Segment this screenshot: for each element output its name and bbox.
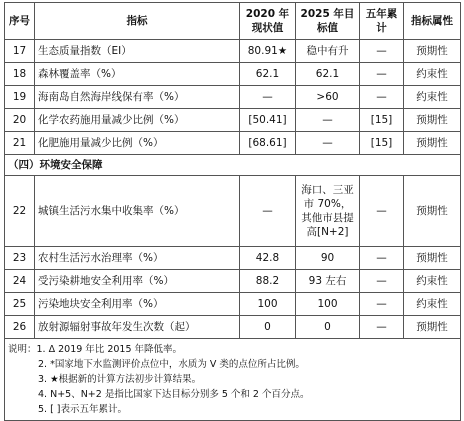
row-2025: >60 [296,86,360,109]
row-attr: 预期性 [404,247,461,270]
table-row [5,293,461,316]
row-name: 污染地块安全利用率（%） [35,293,240,316]
note-line: 2. *国家地下水监测评价点位中，水质为 V 类的点位所占比例。 [38,359,305,370]
row-cum: — [360,316,404,339]
row-no: 17 [5,40,35,63]
row-2020: 42.8 [240,247,296,270]
row-cum: — [360,176,404,247]
row-no: 25 [5,293,35,316]
row-2020: 0 [240,316,296,339]
row-attr: 约束性 [404,86,461,109]
row-cum: — [360,270,404,293]
row-2025: 稳中有升 [296,40,360,63]
section-row [5,155,461,176]
header-row [5,3,461,40]
row-cum: — [360,63,404,86]
row-name: 化学农药施用量减少比例（%） [35,109,240,132]
row-no: 23 [5,247,35,270]
row-2020: 62.1 [240,63,296,86]
row-no: 22 [5,176,35,247]
note-line: 4. N+5、N+2 是指比国家下达目标分别多 5 个和 2 个百分点。 [38,389,310,400]
table-row [5,109,461,132]
table-row [5,40,461,63]
row-name: 农村生活污水治理率（%） [35,247,240,270]
table-row [5,176,461,247]
header-2020: 2020 年现状值 [240,3,296,40]
row-2025: 62.1 [296,63,360,86]
row-attr: 约束性 [404,63,461,86]
header-indicator: 指标 [35,3,240,40]
note-line: 说明：1. Δ 2019 年比 2015 年降低率。 [8,344,183,355]
note-line: 5. [ ]表示五年累计。 [38,404,128,415]
row-attr: 约束性 [404,293,461,316]
row-attr: 预期性 [404,109,461,132]
table-row [5,270,461,293]
row-no: 20 [5,109,35,132]
header-2025: 2025 年目标值 [296,3,360,40]
table-row [5,86,461,109]
row-name: 化肥施用量减少比例（%） [35,132,240,155]
note-line: 3. ★根据新的计算方法初步计算结果。 [38,374,202,385]
row-no: 19 [5,86,35,109]
row-2025: 0 [296,316,360,339]
row-2020: [68.61] [240,132,296,155]
row-name: 城镇生活污水集中收集率（%） [35,176,240,247]
row-cum: — [360,40,404,63]
row-attr: 预期性 [404,40,461,63]
row-no: 18 [5,63,35,86]
row-2020: — [240,86,296,109]
indicator-table [4,2,461,421]
row-2025: — [296,132,360,155]
row-2025: 100 [296,293,360,316]
row-no: 21 [5,132,35,155]
header-cumulative: 五年累计 [360,3,404,40]
row-2020: 80.91★ [240,40,296,63]
row-2025: — [296,109,360,132]
notes-row [5,339,461,421]
row-name: 海南岛自然海岸线保有率（%） [35,86,240,109]
row-cum: — [360,293,404,316]
row-name: 受污染耕地安全利用率（%） [35,270,240,293]
header-attribute: 指标属性 [404,3,461,40]
row-2025: 93 左右 [296,270,360,293]
header-no: 序号 [5,3,35,40]
row-no: 24 [5,270,35,293]
row-attr: 预期性 [404,176,461,247]
row-cum: — [360,247,404,270]
table-row [5,316,461,339]
row-attr: 预期性 [404,316,461,339]
row-attr: 约束性 [404,270,461,293]
row-cum: — [360,86,404,109]
row-2025: 海口、三亚市 70%，其他市县提高[N+2] [296,176,360,247]
table-row [5,63,461,86]
row-cum: [15] [360,132,404,155]
row-2020: [50.41] [240,109,296,132]
table-row [5,132,461,155]
row-name: 森林覆盖率（%） [35,63,240,86]
section-title: （四）环境安全保障 [5,155,461,176]
row-2025: 90 [296,247,360,270]
row-name: 生态质量指数（EI） [35,40,240,63]
row-2020: — [240,176,296,247]
table-row [5,247,461,270]
row-name: 放射源辐射事故年发生次数（起） [35,316,240,339]
row-2020: 100 [240,293,296,316]
row-no: 26 [5,316,35,339]
row-2020: 88.2 [240,270,296,293]
row-cum: [15] [360,109,404,132]
row-attr: 预期性 [404,132,461,155]
notes-cell [5,339,461,421]
